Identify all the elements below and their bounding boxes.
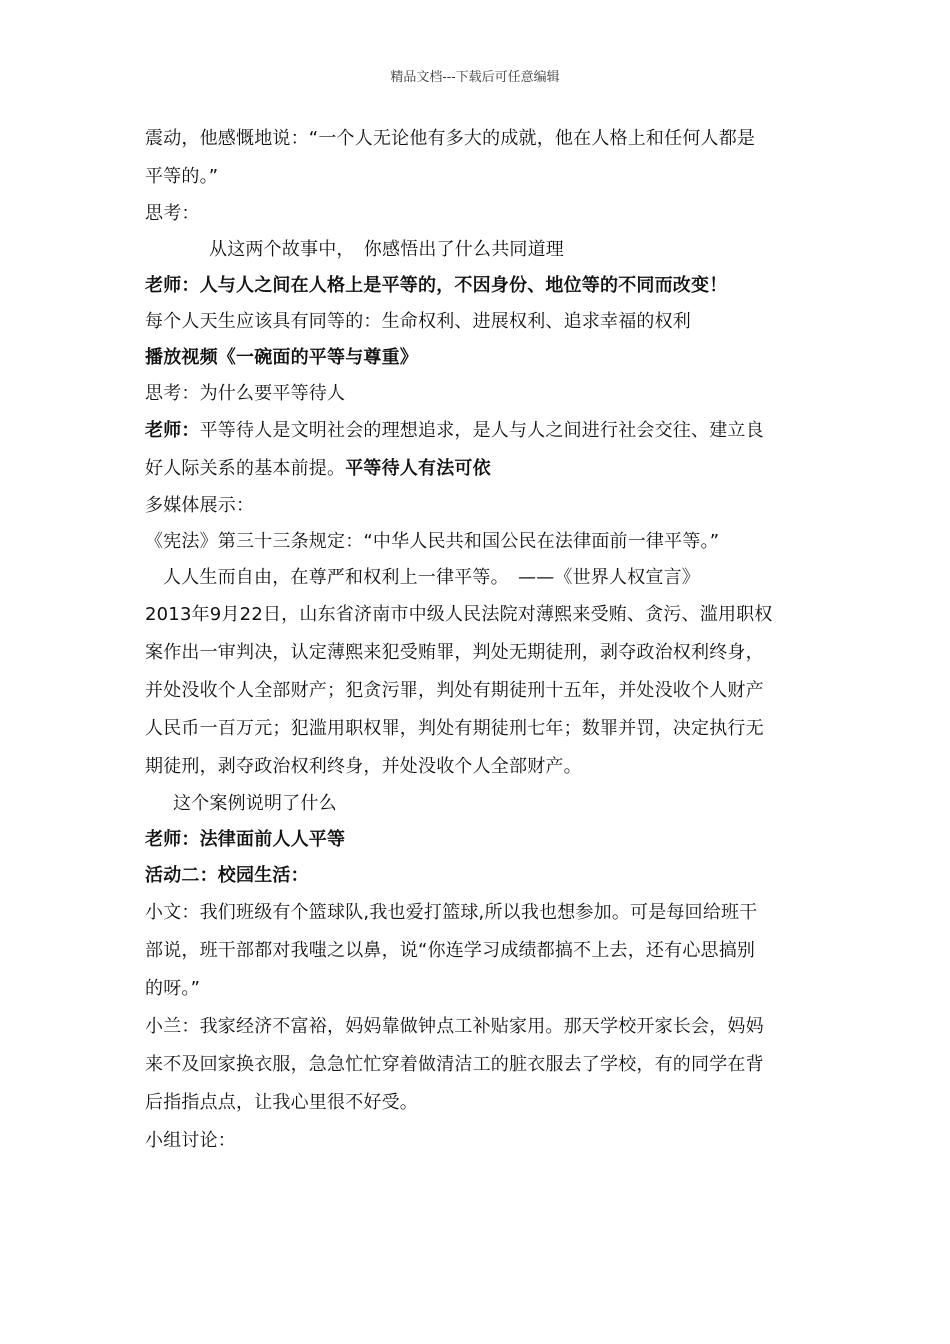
paragraph-line: 这个案例说明了什么 (173, 793, 337, 814)
teacher-line (145, 268, 810, 304)
constitution-quote: 《宪法》第三十三条规定：“中华人民共和国公民在法律面前一律平等。” (145, 531, 720, 552)
story-line: 小文：我们班级有个篮球队,我也爱打篮球,所以我也想参加。可是每回给班干 (145, 902, 758, 923)
video-title: 播放视频《一碗面的平等与尊重》 (145, 347, 418, 368)
paragraph-line: 震动，他感慨地说：“一个人无论他有多大的成就，他在人格上和任何人都是 (145, 128, 756, 149)
paragraph-line: 每个人天生应该具有同等的：生命权利、进展权利、追求幸福的权利 (145, 311, 691, 332)
paragraph-line: 平等的。” (145, 166, 219, 187)
document-body (145, 120, 810, 1160)
teacher-label: 老师： (145, 275, 200, 296)
story-line: 的呀。” (145, 978, 201, 999)
paragraph-text: 好人际关系的基本前提。 (145, 458, 346, 479)
page-header: 精品文档---下载后可任意编辑 (390, 70, 560, 85)
case-line: 期徒刑，剥夺政治权利终身，并处没收个人全部财产。 (145, 756, 582, 777)
paragraph-line: 小组讨论： (145, 1130, 236, 1151)
story-line: 小兰：我家经济不富裕，妈妈靠做钟点工补贴家用。那天学校开家长会，妈妈 (145, 1016, 764, 1037)
paragraph-line: 思考： (145, 203, 200, 224)
paragraph-line: 思考：为什么要平等待人 (145, 383, 346, 404)
teacher-line (145, 412, 810, 450)
paragraph-line: 从这两个故事中， 你感悟出了什么共同道理 (209, 239, 564, 260)
emphasis-text: 平等待人有法可依 (345, 458, 491, 479)
teacher-statement: 平等待人是文明社会的理想追求，是人与人之间进行社会交往、建立良 (199, 420, 764, 441)
case-line: 人民币一百万元；犯滥用职权罪，判处有期徒刑七年；数罪并罚，决定执行无 (145, 718, 764, 739)
case-line: 2013年9月22日，山东省济南市中级人民法院对薄熙来受贿、贪污、滥用职权 (145, 604, 773, 625)
teacher-line: 老师：法律面前人人平等 (145, 829, 346, 850)
declaration-quote: 人人生而自由，在尊严和权利上一律平等。 ——《世界人权宣言》 (163, 567, 700, 588)
teacher-statement: 人与人之间在人格上是平等的，不因身份、地位等的不同而改变！ (199, 275, 728, 296)
case-line: 并处没收个人全部财产；犯贪污罪，判处有期徒刑十五年，并处没收个人财产 (145, 680, 764, 701)
teacher-label: 老师： (145, 420, 200, 441)
story-line: 部说，班干部都对我嗤之以鼻，说“你连学习成绩都搞不上去，还有心思搞别 (145, 940, 756, 961)
case-line: 案作出一审判决，认定薄熙来犯受贿罪，判处无期徒刑，剥夺政治权利终身， (145, 642, 764, 663)
paragraph-line: 多媒体展示： (145, 495, 255, 516)
activity-heading: 活动二：校园生活： (145, 865, 309, 886)
story-line: 后指指点点，让我心里很不好受。 (145, 1092, 418, 1113)
paragraph-line (145, 450, 810, 488)
story-line: 来不及回家换衣服，急急忙忙穿着做清洁工的脏衣服去了学校，有的同学在背 (145, 1054, 764, 1075)
